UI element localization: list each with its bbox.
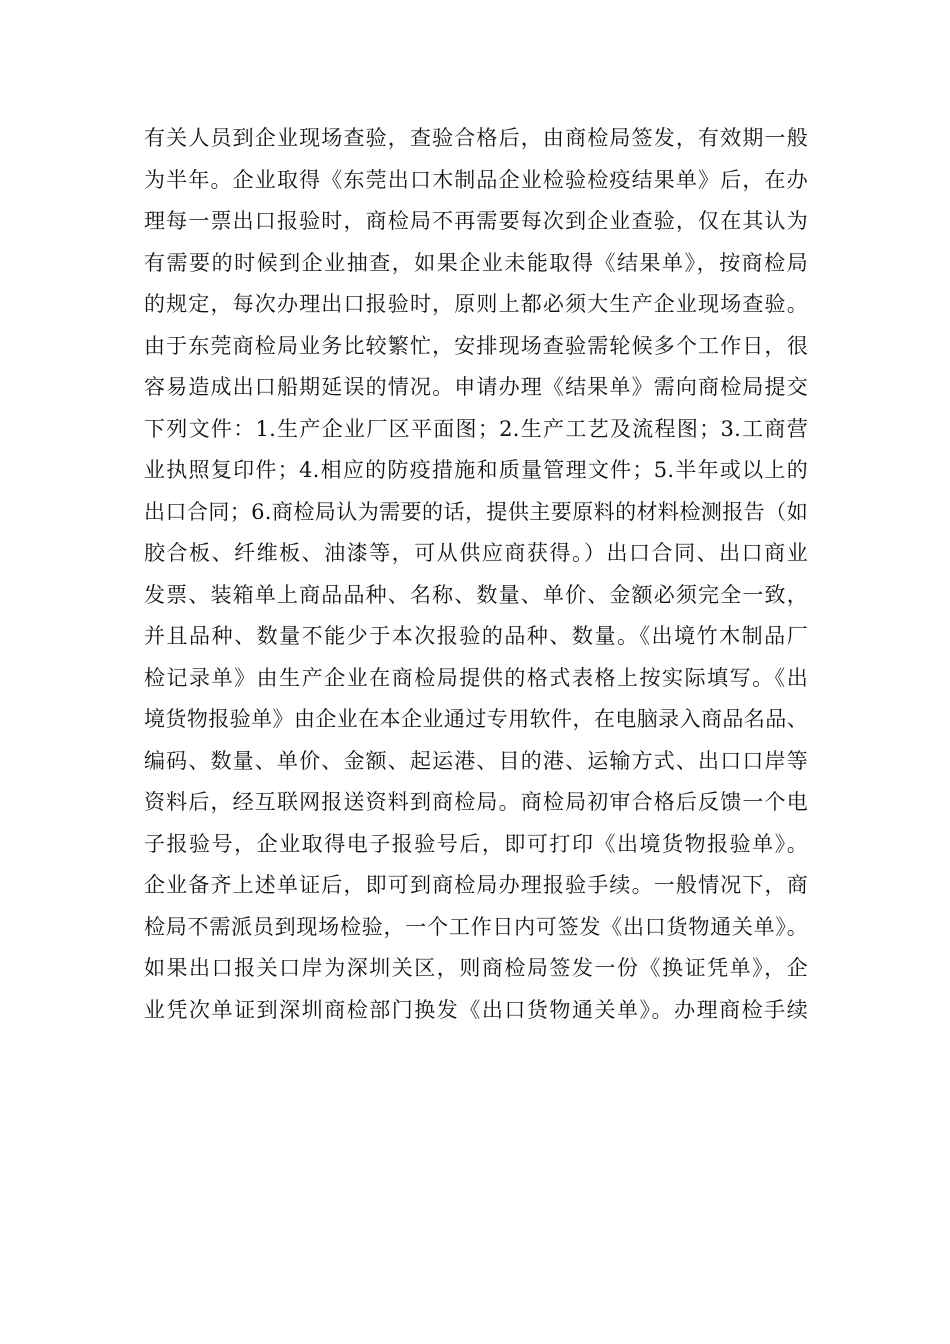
text-line: 检局不需派员到现场检验，一个工作日内可签发《出口货物通关单》。 (144, 914, 808, 939)
text-line: 子报验号，企业取得电子报验号后，即可打印《出境货物报验单》。 (144, 831, 808, 856)
text-line: 业执照复印件；4.相应的防疫措施和质量管理文件；5.半年或以上的 (144, 458, 808, 482)
text-line: 出口合同；6.商检局认为需要的话，提供主要原料的材料检测报告（如 (144, 499, 808, 524)
text-line: 有需要的时候到企业抽查，如果企业未能取得《结果单》，按商检局 (144, 250, 808, 275)
text-line: 企业备齐上述单证后，即可到商检局办理报验手续。一般情况下，商 (144, 873, 808, 897)
text-line: 有关人员到企业现场查验，查验合格后，由商检局签发，有效期一般 (144, 126, 808, 150)
body-paragraph (144, 118, 808, 1031)
text-line: 由于东莞商检局业务比较繁忙，安排现场查验需轮候多个工作日，很 (144, 333, 808, 358)
text-line: 容易造成出口船期延误的情况。申请办理《结果单》需向商检局提交 (144, 375, 808, 399)
text-line: 境货物报验单》由企业在本企业通过专用软件，在电脑录入商品名品、 (144, 707, 808, 731)
text-line: 发票、装箱单上商品品种、名称、数量、单价、金额必须完全一致， (144, 582, 808, 607)
text-line: 编码、数量、单价、金额、起运港、目的港、运输方式、出口口岸等 (144, 748, 808, 773)
text-line: 的规定，每次办理出口报验时，原则上都必须大生产企业现场查验。 (144, 292, 808, 316)
text-line: 为半年。企业取得《东莞出口木制品企业检验检疫结果单》后，在办 (144, 167, 808, 192)
text-line: 检记录单》由生产企业在商检局提供的格式表格上按实际填写。《出 (144, 665, 808, 690)
text-line: 业凭次单证到深圳商检部门换发《出口货物通关单》。办理商检手续 (144, 997, 808, 1022)
text-line: 理每一票出口报验时，商检局不再需要每次到企业查验，仅在其认为 (144, 209, 808, 233)
text-line: 如果出口报关口岸为深圳关区，则商检局签发一份《换证凭单》，企 (144, 956, 808, 980)
text-line: 下列文件：1.生产企业厂区平面图；2.生产工艺及流程图；3.工商营 (144, 416, 808, 441)
text-line: 并且品种、数量不能少于本次报验的品种、数量。《出境竹木制品厂 (144, 624, 808, 648)
text-line: 资料后，经互联网报送资料到商检局。商检局初审合格后反馈一个电 (144, 790, 808, 814)
text-line: 胶合板、纤维板、油漆等，可从供应商获得。）出口合同、出口商业 (144, 541, 808, 565)
